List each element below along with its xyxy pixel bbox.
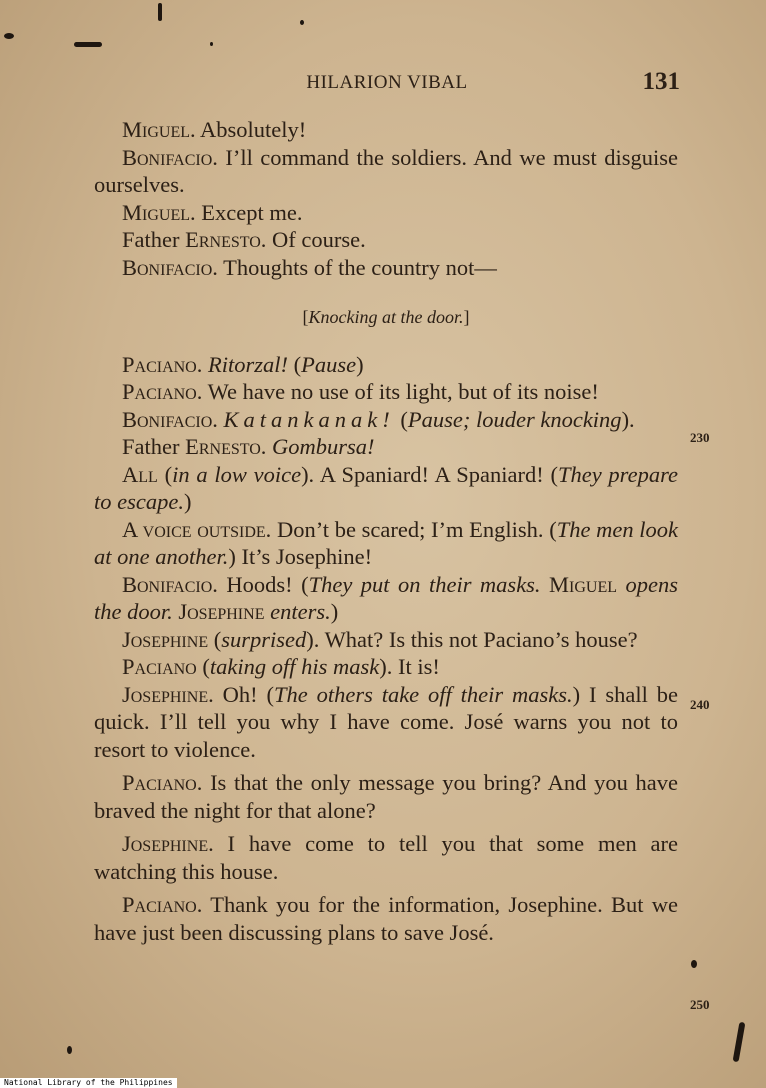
speaker-name: Ernesto. [185,227,267,252]
speaker-name: Josephine. [122,831,214,856]
ink-speck [691,960,697,968]
stage-direction: [Knocking at the door.] [302,307,470,327]
dialogue-line: Paciano (taking off his mask). It is! [122,654,440,679]
page-header [94,70,680,100]
speaker-name: Ernesto. [185,434,267,459]
speaker-name: A voice outside. [122,516,272,542]
speaker-name: Paciano. [122,379,203,404]
dialogue-line: Josephine. Oh! (The others take off their masks.) I shall be quick. I’ll tell you why I have come. José warns you not to resort to violence. [94,681,679,762]
speaker-name: Bonifacio. [122,571,218,597]
ink-speck [4,33,14,39]
speaker-name: Miguel [549,571,618,597]
speaker-name: Josephine. [122,681,214,707]
ink-speck [74,42,102,47]
dialogue-line: Father Ernesto. Of course. [122,227,366,252]
dialogue-line: Bonifacio. Katankanak! (Pause; louder knocking). [122,406,635,432]
dialogue-line: Paciano. Ritorzal! (Pause) [122,351,364,377]
speaker-name: Paciano. [122,770,203,795]
play-text [94,116,678,946]
line-number: 250 [690,997,710,1012]
dialogue-line: Paciano. Is that the only message you bring? And you have braved the night for that alone? [94,770,678,823]
speaker-name: Paciano. [122,892,203,917]
dialogue-line: All (in a low voice). A Spaniard! A Spaniard! (They prepare to escape.) [94,461,678,514]
speaker-name: Bonifacio. [122,144,218,170]
running-title: HILARION VIBAL [306,72,468,93]
dialogue-line: Miguel. Absolutely! [122,117,307,142]
dialogue-line: Bonifacio. Thoughts of the country not— [122,254,497,280]
library-credit: National Library of the Philippines [0,1078,177,1088]
line-number: 230 [690,430,710,445]
dialogue-line: Miguel. Except me. [122,199,303,225]
dialogue-line: Josephine (surprised). What? Is this not Paciano’s house? [122,626,638,652]
speaker-name: Paciano. [122,351,203,377]
speaker-name: Josephine [178,599,265,624]
speaker-name: Josephine [122,626,209,652]
page-number: 131 [642,68,680,95]
ink-speck [158,3,162,21]
ink-speck [67,1046,72,1054]
speaker-name: Miguel. [122,117,196,142]
speaker-name: Bonifacio. [122,406,218,432]
line-number: 240 [690,697,710,712]
speaker-name: All [122,461,158,487]
speaker-name: Bonifacio. [122,254,218,280]
speaker-name: Miguel. [122,199,196,225]
speaker-name: Paciano [122,654,197,679]
ink-speck [210,42,213,46]
ink-speck [733,1022,746,1062]
dialogue-line: Bonifacio. Hoods! (They put on their masks. Miguel opens the door. Josephine enters.) [94,571,678,624]
dialogue-line: Paciano. Thank you for the information, Josephine. But we have just been discussing plans to save José. [94,892,678,945]
dialogue-line: Bonifacio. I’ll command the soldiers. And we must disguise ourselves. [94,144,679,197]
dialogue-line: Josephine. I have come to tell you that some men are watching this house. [94,831,679,884]
ink-speck [300,20,304,25]
dialogue-line: Father Ernesto. Gombursa! [122,434,375,459]
dialogue-line: Paciano. We have no use of its light, but of its noise! [122,379,599,404]
dialogue-line: A voice outside. Don’t be scared; I’m English. (The men look at one another.) It’s Josephine! [94,516,679,569]
